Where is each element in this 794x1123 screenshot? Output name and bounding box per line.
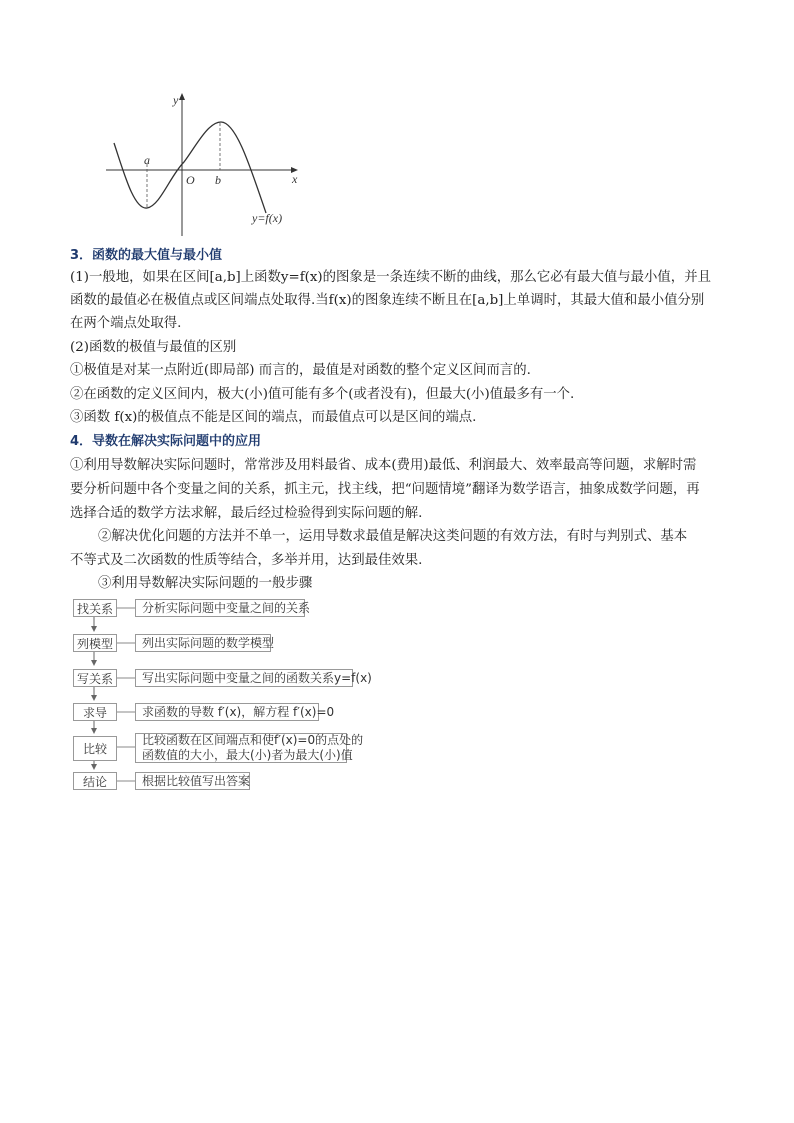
- section4-p2-line2: 不等式及二次函数的性质等结合，多举并用，达到最佳效果.: [70, 553, 423, 568]
- section3-p3: ①极值是对某一点附近(即局部) 而言的，最值是对函数的整个定义区间而言的.: [70, 363, 531, 378]
- flow-desc-5-line2: 函数值的大小，最大(小)者为最大(小)值: [142, 748, 353, 762]
- curve-label: y=f(x): [252, 211, 283, 225]
- flow-step-3: 写关系: [73, 669, 117, 687]
- section4-p2-line1: ②解决优化问题的方法并不单一，运用导数求最值是解决这类问题的有效方法，有时与判别式、基本: [98, 529, 688, 544]
- b-label: b: [215, 173, 221, 187]
- flow-desc-1: 分析实际问题中变量之间的关系: [135, 599, 305, 617]
- flow-step-1: 找关系: [73, 599, 117, 617]
- section4-p1-line1: ①利用导数解决实际问题时，常常涉及用料最省、成本(费用)最低、利润最大、效率最高等问题，求解时需: [70, 458, 697, 473]
- y-axis-label: y: [173, 93, 179, 107]
- a-label: a: [144, 153, 150, 167]
- section3-p1-line2: 函数的最值必在极值点或区间端点处取得.当f(x)的图象连续不断且在[a,b]上单调时，其最大值和最小值分别: [70, 293, 705, 308]
- section4-p1-line2: 要分析问题中各个变量之间的关系，抓主元，找主线，把“问题情境”翻译为数学语言，抽象成数学问题，再: [70, 482, 700, 497]
- x-axis-label: x: [292, 172, 298, 186]
- section4-title: 4．导数在解决实际问题中的应用: [70, 434, 262, 449]
- flow-desc-3: 写出实际问题中变量之间的函数关系y=f(x): [135, 669, 353, 687]
- section3-p1-line3: 在两个端点处取得.: [70, 316, 182, 331]
- section3-p5: ③函数 f(x)的极值点不能是区间的端点，而最值点可以是区间的端点.: [70, 410, 477, 425]
- section4-p1-line3: 选择合适的数学方法求解，最后经过检验得到实际问题的解.: [70, 506, 423, 521]
- flow-desc-5: [135, 733, 364, 763]
- flow-desc-4: 求函数的导数 f′(x)，解方程 f′(x)=0: [135, 703, 319, 721]
- flow-step-5: 比较: [73, 736, 117, 761]
- section3-p2: (2)函数的极值与最值的区别: [70, 340, 237, 355]
- origin-label: O: [186, 173, 195, 187]
- section4-p3: ③利用导数解决实际问题的一般步骤: [98, 576, 313, 591]
- flow-step-6: 结论: [73, 772, 117, 790]
- section3-title: 3．函数的最大值与最小值: [70, 248, 223, 263]
- flow-step-4: 求导: [73, 703, 117, 721]
- flow-step-2: 列模型: [73, 634, 117, 652]
- flow-desc-6: 根据比较值写出答案: [135, 772, 250, 790]
- flow-desc-5-line1: 比较函数在区间端点和使f′(x)=0的点处的: [142, 733, 364, 747]
- flow-desc-2: 列出实际问题的数学模型: [135, 634, 271, 652]
- section3-p4: ②在函数的定义区间内，极大(小)值可能有多个(或者没有)，但最大(小)值最多有一个.: [70, 387, 575, 402]
- section3-p1-line1: (1)一般地，如果在区间[a,b]上函数y=f(x)的图象是一条连续不断的曲线，那么它必有最大值与最小值，并且: [70, 270, 711, 285]
